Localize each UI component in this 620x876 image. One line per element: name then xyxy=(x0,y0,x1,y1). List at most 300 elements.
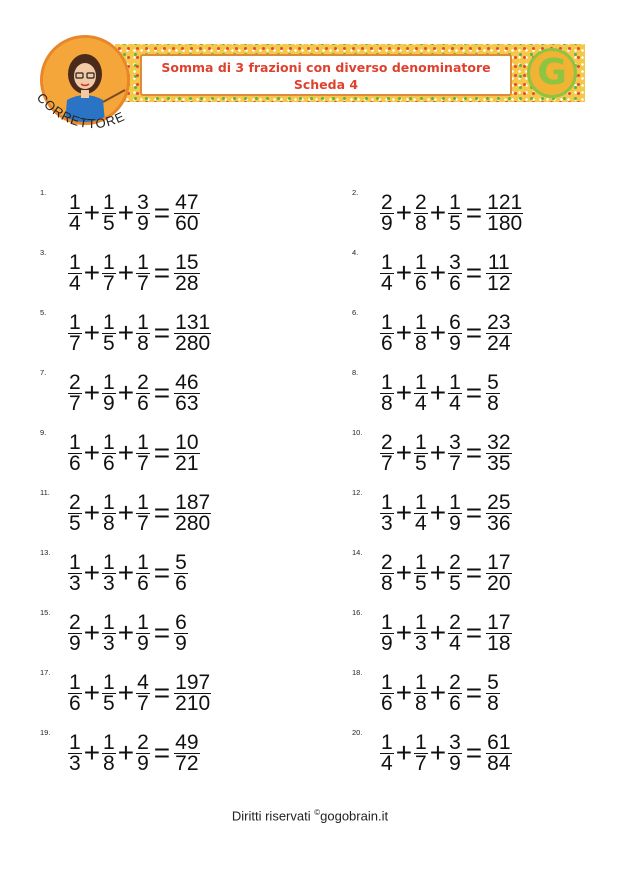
numerator: 1 xyxy=(69,430,81,454)
plus-sign: + xyxy=(117,617,135,648)
denominator: 5 xyxy=(103,211,115,235)
denominator: 20 xyxy=(487,571,511,595)
exercise-number: 9. xyxy=(40,428,47,437)
plus-sign: + xyxy=(83,497,101,528)
numerator: 61 xyxy=(487,730,511,754)
fraction-expression xyxy=(380,492,512,534)
numerator: 3 xyxy=(449,430,461,454)
result-fraction xyxy=(174,730,199,775)
denominator: 9 xyxy=(137,211,149,235)
plus-sign: + xyxy=(395,437,413,468)
result-fraction xyxy=(486,370,500,415)
equals-sign: = xyxy=(465,257,483,288)
numerator: 1 xyxy=(449,370,461,394)
fraction-3 xyxy=(136,490,150,535)
denominator: 4 xyxy=(449,391,461,415)
fraction-3 xyxy=(136,370,150,415)
denominator: 3 xyxy=(415,631,427,655)
result-fraction xyxy=(486,610,511,655)
denominator: 180 xyxy=(487,211,523,235)
equals-sign: = xyxy=(153,677,171,708)
equals-sign: = xyxy=(465,497,483,528)
numerator: 1 xyxy=(381,250,393,274)
denominator: 7 xyxy=(103,271,115,295)
denominator: 21 xyxy=(175,451,199,475)
fraction-expression xyxy=(68,612,188,654)
plus-sign: + xyxy=(83,317,101,348)
fraction-3 xyxy=(136,430,150,475)
fraction-2 xyxy=(102,190,116,235)
exercise-number: 14. xyxy=(352,548,363,557)
plus-sign: + xyxy=(83,737,101,768)
numerator: 1 xyxy=(103,490,115,514)
numerator: 2 xyxy=(137,730,149,754)
denominator: 7 xyxy=(69,391,81,415)
fraction-1 xyxy=(68,370,82,415)
denominator: 7 xyxy=(415,751,427,775)
fraction-2 xyxy=(102,610,116,655)
denominator: 7 xyxy=(137,271,149,295)
fraction-1 xyxy=(68,430,82,475)
numerator: 1 xyxy=(449,190,461,214)
numerator: 1 xyxy=(381,490,393,514)
plus-sign: + xyxy=(83,437,101,468)
denominator: 6 xyxy=(69,691,81,715)
fraction-expression xyxy=(68,192,200,234)
equals-sign: = xyxy=(153,317,171,348)
denominator: 3 xyxy=(381,511,393,535)
denominator: 9 xyxy=(449,511,461,535)
denominator: 4 xyxy=(381,271,393,295)
plus-sign: + xyxy=(429,377,447,408)
fraction-expression xyxy=(380,612,512,654)
denominator: 8 xyxy=(415,211,427,235)
denominator: 7 xyxy=(137,511,149,535)
denominator: 6 xyxy=(137,391,149,415)
exercise-number: 12. xyxy=(352,488,363,497)
numerator: 1 xyxy=(137,250,149,274)
fraction-2 xyxy=(102,490,116,535)
equals-sign: = xyxy=(153,557,171,588)
numerator: 1 xyxy=(69,550,81,574)
exercise-number: 19. xyxy=(40,728,51,737)
fraction-expression xyxy=(68,372,200,414)
denominator: 5 xyxy=(103,331,115,355)
fraction-expression xyxy=(380,552,512,594)
numerator: 1 xyxy=(103,610,115,634)
fraction-3 xyxy=(448,250,462,295)
correttore-label: CORRETTORE xyxy=(33,90,128,132)
fraction-1 xyxy=(380,430,394,475)
fraction-2 xyxy=(414,310,428,355)
numerator: 2 xyxy=(449,670,461,694)
numerator: 1 xyxy=(381,730,393,754)
denominator: 6 xyxy=(69,451,81,475)
result-fraction xyxy=(174,310,211,355)
fraction-3 xyxy=(448,550,462,595)
numerator: 1 xyxy=(69,190,81,214)
fraction-3 xyxy=(448,670,462,715)
denominator: 5 xyxy=(69,511,81,535)
denominator: 24 xyxy=(487,331,511,355)
exercise-number: 8. xyxy=(352,368,359,377)
numerator: 2 xyxy=(69,490,81,514)
numerator: 49 xyxy=(175,730,199,754)
denominator: 4 xyxy=(415,391,427,415)
numerator: 17 xyxy=(487,550,511,574)
footer-copyright xyxy=(0,808,620,823)
result-fraction xyxy=(174,250,199,295)
numerator: 1 xyxy=(103,430,115,454)
numerator: 46 xyxy=(175,370,199,394)
numerator: 121 xyxy=(487,190,523,214)
result-fraction xyxy=(174,490,211,535)
gogobrain-logo: G xyxy=(527,48,577,98)
fraction-2 xyxy=(102,310,116,355)
plus-sign: + xyxy=(117,257,135,288)
numerator: 187 xyxy=(175,490,211,514)
plus-sign: + xyxy=(117,437,135,468)
result-fraction xyxy=(486,670,500,715)
denominator: 7 xyxy=(69,331,81,355)
fraction-2 xyxy=(414,730,428,775)
fraction-3 xyxy=(136,310,150,355)
numerator: 1 xyxy=(137,490,149,514)
plus-sign: + xyxy=(429,437,447,468)
numerator: 1 xyxy=(103,670,115,694)
exercise-number: 5. xyxy=(40,308,47,317)
fraction-expression xyxy=(380,672,500,714)
plus-sign: + xyxy=(117,497,135,528)
plus-sign: + xyxy=(83,617,101,648)
worksheet-subtitle: Scheda 4 xyxy=(293,77,359,92)
numerator: 23 xyxy=(487,310,511,334)
numerator: 1 xyxy=(415,430,427,454)
plus-sign: + xyxy=(395,557,413,588)
plus-sign: + xyxy=(429,737,447,768)
numerator: 1 xyxy=(137,550,149,574)
plus-sign: + xyxy=(429,197,447,228)
denominator: 7 xyxy=(137,691,149,715)
denominator: 4 xyxy=(415,511,427,535)
fraction-2 xyxy=(102,370,116,415)
denominator: 6 xyxy=(381,691,393,715)
result-fraction xyxy=(486,250,511,295)
plus-sign: + xyxy=(83,557,101,588)
denominator: 5 xyxy=(415,571,427,595)
denominator: 6 xyxy=(103,451,115,475)
fraction-1 xyxy=(380,550,394,595)
exercise-number: 6. xyxy=(352,308,359,317)
numerator: 1 xyxy=(381,370,393,394)
numerator: 1 xyxy=(103,310,115,334)
fraction-expression xyxy=(68,252,200,294)
denominator: 5 xyxy=(449,571,461,595)
result-fraction xyxy=(486,430,511,475)
denominator: 6 xyxy=(137,571,149,595)
result-fraction xyxy=(486,730,511,775)
fraction-2 xyxy=(414,490,428,535)
denominator: 4 xyxy=(381,751,393,775)
equals-sign: = xyxy=(465,737,483,768)
denominator: 6 xyxy=(449,691,461,715)
numerator: 1 xyxy=(69,310,81,334)
fraction-1 xyxy=(68,250,82,295)
fraction-expression xyxy=(380,432,512,474)
denominator: 8 xyxy=(487,691,499,715)
denominator: 3 xyxy=(69,751,81,775)
exercise-number: 18. xyxy=(352,668,363,677)
fraction-2 xyxy=(414,670,428,715)
numerator: 1 xyxy=(415,550,427,574)
plus-sign: + xyxy=(117,377,135,408)
numerator: 1 xyxy=(415,730,427,754)
equals-sign: = xyxy=(465,377,483,408)
denominator: 8 xyxy=(381,571,393,595)
fraction-1 xyxy=(68,670,82,715)
denominator: 280 xyxy=(175,511,211,535)
denominator: 8 xyxy=(137,331,149,355)
numerator: 1 xyxy=(137,310,149,334)
fraction-1 xyxy=(68,610,82,655)
fraction-1 xyxy=(380,670,394,715)
fraction-2 xyxy=(102,730,116,775)
numerator: 3 xyxy=(449,250,461,274)
numerator: 5 xyxy=(487,670,499,694)
fraction-expression xyxy=(68,732,200,774)
exercise-number: 17. xyxy=(40,668,51,677)
denominator: 84 xyxy=(487,751,511,775)
fraction-1 xyxy=(68,730,82,775)
equals-sign: = xyxy=(465,557,483,588)
denominator: 4 xyxy=(449,631,461,655)
denominator: 28 xyxy=(175,271,199,295)
exercise-number: 20. xyxy=(352,728,363,737)
plus-sign: + xyxy=(395,257,413,288)
numerator: 11 xyxy=(487,250,510,274)
fraction-3 xyxy=(136,190,150,235)
equals-sign: = xyxy=(465,317,483,348)
plus-sign: + xyxy=(395,617,413,648)
exercise-number: 2. xyxy=(352,188,359,197)
numerator: 2 xyxy=(381,190,393,214)
fraction-3 xyxy=(448,490,462,535)
fraction-1 xyxy=(380,190,394,235)
denominator: 5 xyxy=(415,451,427,475)
numerator: 1 xyxy=(415,370,427,394)
fraction-3 xyxy=(448,730,462,775)
result-fraction xyxy=(486,550,511,595)
fraction-2 xyxy=(414,250,428,295)
result-fraction xyxy=(174,610,188,655)
numerator: 5 xyxy=(175,550,187,574)
equals-sign: = xyxy=(153,497,171,528)
exercise-number: 16. xyxy=(352,608,363,617)
plus-sign: + xyxy=(395,317,413,348)
denominator: 60 xyxy=(175,211,199,235)
numerator: 1 xyxy=(69,730,81,754)
fraction-expression xyxy=(380,372,500,414)
denominator: 7 xyxy=(449,451,461,475)
numerator: 1 xyxy=(103,250,115,274)
numerator: 3 xyxy=(449,730,461,754)
numerator: 1 xyxy=(69,670,81,694)
denominator: 210 xyxy=(175,691,211,715)
fraction-2 xyxy=(414,370,428,415)
fraction-2 xyxy=(414,610,428,655)
result-fraction xyxy=(486,310,511,355)
exercise-number: 13. xyxy=(40,548,51,557)
numerator: 1 xyxy=(381,670,393,694)
fraction-2 xyxy=(414,190,428,235)
denominator: 9 xyxy=(449,331,461,355)
denominator: 6 xyxy=(175,571,187,595)
denominator: 35 xyxy=(487,451,511,475)
numerator: 131 xyxy=(175,310,211,334)
fraction-2 xyxy=(414,550,428,595)
result-fraction xyxy=(174,190,199,235)
fraction-2 xyxy=(102,250,116,295)
denominator: 7 xyxy=(137,451,149,475)
equals-sign: = xyxy=(465,677,483,708)
numerator: 1 xyxy=(381,610,393,634)
numerator: 15 xyxy=(175,250,199,274)
fraction-expression xyxy=(68,672,211,714)
fraction-1 xyxy=(380,730,394,775)
equals-sign: = xyxy=(153,377,171,408)
denominator: 9 xyxy=(137,631,149,655)
equals-sign: = xyxy=(465,617,483,648)
denominator: 280 xyxy=(175,331,211,355)
denominator: 3 xyxy=(103,631,115,655)
numerator: 2 xyxy=(449,610,461,634)
fraction-3 xyxy=(448,430,462,475)
plus-sign: + xyxy=(117,197,135,228)
svg-text:CORRETTORE xyxy=(34,90,127,131)
numerator: 1 xyxy=(415,490,427,514)
title-box xyxy=(140,54,512,96)
fraction-expression xyxy=(380,192,523,234)
denominator: 72 xyxy=(175,751,199,775)
fraction-1 xyxy=(380,490,394,535)
fraction-1 xyxy=(68,550,82,595)
denominator: 9 xyxy=(137,751,149,775)
equals-sign: = xyxy=(465,197,483,228)
plus-sign: + xyxy=(117,737,135,768)
plus-sign: + xyxy=(395,677,413,708)
fraction-3 xyxy=(448,370,462,415)
numerator: 2 xyxy=(381,550,393,574)
equals-sign: = xyxy=(153,617,171,648)
numerator: 25 xyxy=(487,490,511,514)
denominator: 8 xyxy=(381,391,393,415)
plus-sign: + xyxy=(429,317,447,348)
plus-sign: + xyxy=(395,197,413,228)
numerator: 17 xyxy=(487,610,511,634)
fraction-2 xyxy=(102,670,116,715)
plus-sign: + xyxy=(117,557,135,588)
worksheet-title: Somma di 3 frazioni con diverso denominatore xyxy=(161,60,491,75)
denominator: 8 xyxy=(103,751,115,775)
denominator: 8 xyxy=(487,391,499,415)
result-fraction xyxy=(174,670,211,715)
fraction-1 xyxy=(380,310,394,355)
fraction-1 xyxy=(380,610,394,655)
denominator: 8 xyxy=(103,511,115,535)
fraction-3 xyxy=(136,670,150,715)
denominator: 6 xyxy=(381,331,393,355)
denominator: 5 xyxy=(449,211,461,235)
exercise-number: 11. xyxy=(40,488,50,497)
fraction-expression xyxy=(380,312,512,354)
fraction-3 xyxy=(136,730,150,775)
plus-sign: + xyxy=(429,557,447,588)
exercise-number: 10. xyxy=(352,428,363,437)
fraction-3 xyxy=(136,250,150,295)
denominator: 9 xyxy=(69,631,81,655)
result-fraction xyxy=(174,370,199,415)
denominator: 3 xyxy=(103,571,115,595)
numerator: 1 xyxy=(69,250,81,274)
correttore-stamp xyxy=(28,90,148,140)
numerator: 6 xyxy=(175,610,187,634)
equals-sign: = xyxy=(153,197,171,228)
numerator: 1 xyxy=(449,490,461,514)
result-fraction xyxy=(486,490,511,535)
numerator: 1 xyxy=(103,730,115,754)
copyright-symbol: © xyxy=(314,808,321,817)
result-fraction xyxy=(174,430,199,475)
plus-sign: + xyxy=(83,257,101,288)
denominator: 8 xyxy=(415,691,427,715)
numerator: 1 xyxy=(415,670,427,694)
numerator: 1 xyxy=(103,550,115,574)
plus-sign: + xyxy=(429,497,447,528)
denominator: 9 xyxy=(175,631,187,655)
denominator: 6 xyxy=(415,271,427,295)
numerator: 32 xyxy=(487,430,511,454)
denominator: 9 xyxy=(381,211,393,235)
numerator: 4 xyxy=(137,670,149,694)
numerator: 10 xyxy=(175,430,199,454)
numerator: 197 xyxy=(175,670,211,694)
fraction-expression xyxy=(68,492,211,534)
fraction-1 xyxy=(380,250,394,295)
numerator: 2 xyxy=(69,610,81,634)
equals-sign: = xyxy=(153,257,171,288)
plus-sign: + xyxy=(83,197,101,228)
denominator: 12 xyxy=(487,271,511,295)
fraction-expression xyxy=(380,252,512,294)
numerator: 1 xyxy=(103,370,115,394)
denominator: 36 xyxy=(487,511,511,535)
fraction-3 xyxy=(448,190,462,235)
equals-sign: = xyxy=(153,737,171,768)
numerator: 5 xyxy=(487,370,499,394)
exercise-number: 4. xyxy=(352,248,359,257)
denominator: 7 xyxy=(381,451,393,475)
numerator: 1 xyxy=(415,250,427,274)
numerator: 2 xyxy=(381,430,393,454)
numerator: 6 xyxy=(449,310,461,334)
fraction-2 xyxy=(102,550,116,595)
fraction-1 xyxy=(380,370,394,415)
numerator: 1 xyxy=(137,430,149,454)
numerator: 2 xyxy=(449,550,461,574)
fraction-1 xyxy=(68,310,82,355)
denominator: 6 xyxy=(449,271,461,295)
numerator: 2 xyxy=(137,370,149,394)
